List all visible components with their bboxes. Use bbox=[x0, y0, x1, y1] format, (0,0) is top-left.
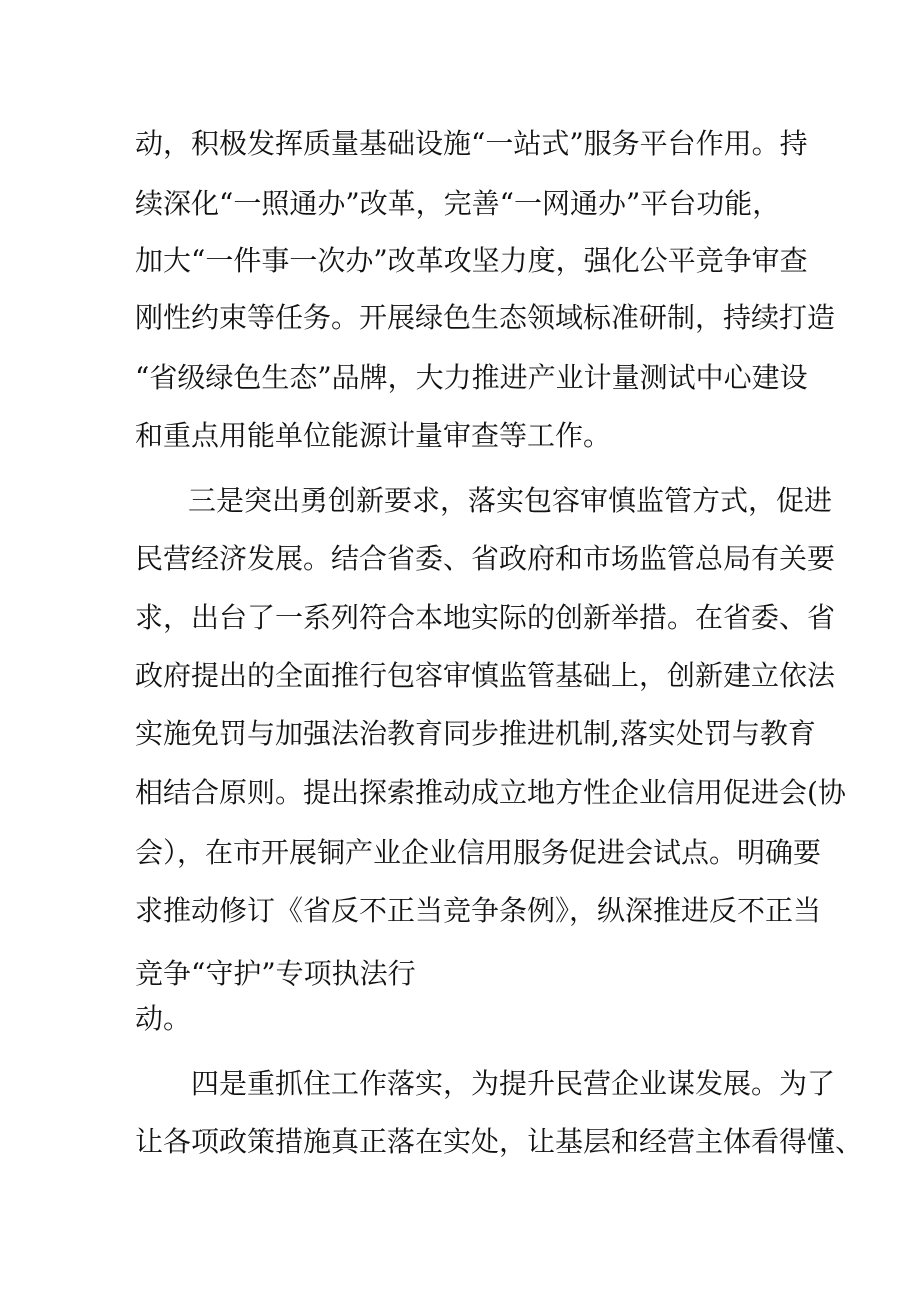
paragraph-line: 刚性约束等任务。开展绿色生态领域标准研制，持续打造 bbox=[135, 301, 836, 334]
paragraph-line: 会），在市开展铜产业企业信用服务促进会试点。明确要 bbox=[135, 836, 822, 869]
paragraph-line: 动。 bbox=[135, 1002, 192, 1035]
paragraph-line: 让各项政策措施真正落在实处，让基层和经营主体看得懂、 bbox=[135, 1125, 864, 1158]
paragraph-line: 动，积极发挥质量基础设施“一站式”服务平台作用。持 bbox=[135, 127, 808, 160]
paragraph-line: 实施免罚与加强法治教育同步推进机制,落实处罚与教育 bbox=[135, 717, 816, 750]
paragraph-line: 相结合原则。提出探索推动成立地方性企业信用促进会(协 bbox=[135, 776, 846, 809]
paragraph-line: 三是突出勇创新要求，落实包容审慎监管方式，促进 bbox=[188, 484, 833, 517]
paragraph-line: 民营经济发展。结合省委、省政府和市场监管总局有关要 bbox=[135, 542, 836, 575]
paragraph-line: 四是重抓住工作落实，为提升民营企业谋发展。为了 bbox=[191, 1067, 836, 1100]
paragraph-line: 求推动修订《省反不正当竞争条例》，纵深推进反不正当 bbox=[135, 894, 822, 927]
paragraph-line: 续深化“一照通办”改革，完善“一网通办”平台功能， bbox=[135, 187, 781, 220]
paragraph-line: 和重点用能单位能源计量审查等工作。 bbox=[135, 419, 612, 452]
paragraph-line: 求，出台了一系列符合本地实际的创新举措。在省委、省 bbox=[135, 601, 836, 634]
paragraph-line: 政府提出的全面推行包容审慎监管基础上，创新建立依法 bbox=[135, 659, 836, 692]
paragraph-line: 竞争“守护”专项执法行 bbox=[135, 957, 416, 990]
paragraph-line: “省级绿色生态”品牌，大力推进产业计量测试中心建设 bbox=[135, 361, 808, 394]
paragraph-line: 加大“一件事一次办”改革攻坚力度，强化公平竞争审查 bbox=[135, 244, 808, 277]
